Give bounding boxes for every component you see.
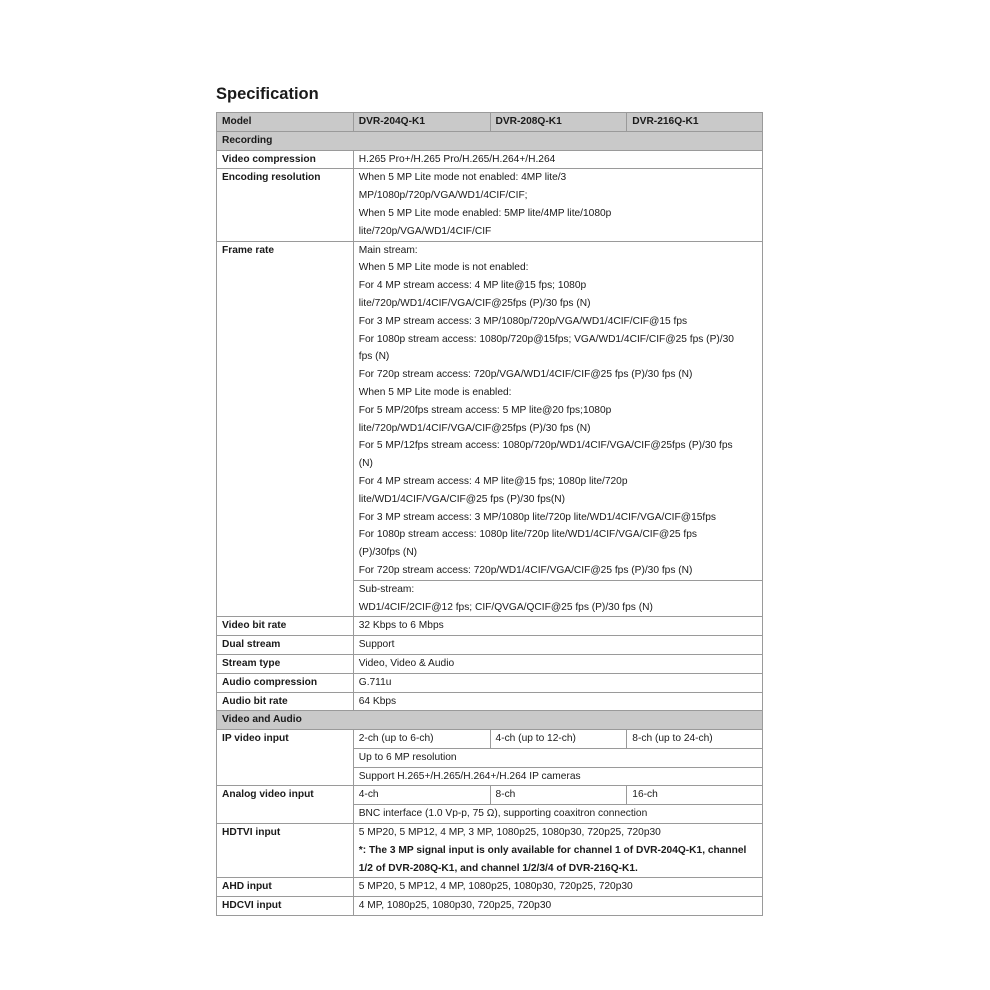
row-label: Dual stream bbox=[217, 636, 354, 655]
row-value bbox=[353, 824, 762, 878]
row-value: G.711u bbox=[353, 673, 762, 692]
value-line: When 5 MP Lite mode enabled: 5MP lite/4MP lite/1080p bbox=[358, 207, 612, 219]
analog-channels-216: 16-ch bbox=[627, 786, 763, 805]
table-row bbox=[217, 878, 763, 897]
value-line: lite/WD1/4CIF/VGA/CIF@25 fps (P)/30 fps(N) bbox=[358, 493, 565, 505]
value-line: For 1080p stream access: 1080p/720p@15fps; VGA/WD1/4CIF/CIF@25 fps (P)/30 bbox=[358, 333, 734, 345]
ip-channels-216: 8-ch (up to 24-ch) bbox=[627, 730, 763, 749]
table-row bbox=[217, 692, 763, 711]
section-label: Recording bbox=[217, 131, 763, 150]
value-line: For 720p stream access: 720p/WD1/4CIF/VGA/CIF@25 fps (P)/30 fps (N) bbox=[358, 564, 693, 576]
table-row bbox=[217, 241, 763, 580]
table-row bbox=[217, 786, 763, 805]
analog-channels-204: 4-ch bbox=[353, 786, 490, 805]
row-value bbox=[353, 169, 762, 241]
row-value: 64 Kbps bbox=[353, 692, 762, 711]
value-line: For 1080p stream access: 1080p lite/720p lite/WD1/4CIF/VGA/CIF@25 fps bbox=[358, 529, 697, 541]
note-line: *: The 3 MP signal input is only available for channel 1 of DVR-204Q-K1, channel bbox=[358, 844, 747, 856]
row-value: Support bbox=[353, 636, 762, 655]
value-line: (P)/30fps (N) bbox=[358, 547, 418, 559]
value-line: lite/720p/VGA/WD1/4CIF/CIF bbox=[358, 225, 492, 237]
value-line: Sub-stream: bbox=[358, 583, 415, 595]
header-model: Model bbox=[217, 113, 354, 132]
table-row bbox=[217, 897, 763, 916]
value-line: When 5 MP Lite mode not enabled: 4MP lite/3 bbox=[358, 172, 567, 184]
page-title: Specification bbox=[216, 85, 319, 103]
row-label: Audio bit rate bbox=[217, 692, 354, 711]
table-header-row bbox=[217, 113, 763, 132]
table-row bbox=[217, 673, 763, 692]
table-row bbox=[217, 169, 763, 241]
row-label: AHD input bbox=[217, 878, 354, 897]
value-line: lite/720p/WD1/4CIF/VGA/CIF@25fps (P)/30 fps (N) bbox=[358, 297, 591, 309]
header-model-2: DVR-208Q-K1 bbox=[490, 113, 627, 132]
value-line: MP/1080p/720p/VGA/WD1/4CIF/CIF; bbox=[358, 190, 528, 202]
value-line: For 4 MP stream access: 4 MP lite@15 fps; 1080p bbox=[358, 280, 587, 292]
row-value: Support H.265+/H.265/H.264+/H.264 IP cameras bbox=[353, 767, 762, 786]
row-value: 4 MP, 1080p25, 1080p30, 720p25, 720p30 bbox=[353, 897, 762, 916]
value-line: lite/720p/WD1/4CIF/VGA/CIF@25fps (P)/30 fps (N) bbox=[358, 422, 591, 434]
value-line: Main stream: bbox=[358, 244, 418, 256]
row-label: Frame rate bbox=[217, 241, 354, 617]
row-label: Audio compression bbox=[217, 673, 354, 692]
value-line: For 5 MP/12fps stream access: 1080p/720p/WD1/4CIF/VGA/CIF@25fps (P)/30 fps bbox=[358, 440, 733, 452]
value-line: For 720p stream access: 720p/VGA/WD1/4CIF/CIF@25 fps (P)/30 fps (N) bbox=[358, 369, 693, 381]
row-label: Video compression bbox=[217, 150, 354, 169]
ip-channels-208: 4-ch (up to 12-ch) bbox=[490, 730, 627, 749]
table-row bbox=[217, 824, 763, 878]
row-value: Video, Video & Audio bbox=[353, 654, 762, 673]
analog-channels-208: 8-ch bbox=[490, 786, 627, 805]
row-value: Up to 6 MP resolution bbox=[353, 748, 762, 767]
row-value: BNC interface (1.0 Vp-p, 75 Ω), supporting coaxitron connection bbox=[353, 805, 762, 824]
frame-rate-sub bbox=[353, 580, 762, 617]
section-recording bbox=[217, 131, 763, 150]
row-label: Analog video input bbox=[217, 786, 354, 824]
value-line: When 5 MP Lite mode is enabled: bbox=[358, 386, 512, 398]
value-line: For 5 MP/20fps stream access: 5 MP lite@20 fps;1080p bbox=[358, 404, 612, 416]
spec-table bbox=[216, 112, 763, 916]
row-value: H.265 Pro+/H.265 Pro/H.265/H.264+/H.264 bbox=[353, 150, 762, 169]
value-line: When 5 MP Lite mode is not enabled: bbox=[358, 262, 529, 274]
row-label: Encoding resolution bbox=[217, 169, 354, 241]
ip-channels-204: 2-ch (up to 6-ch) bbox=[353, 730, 490, 749]
section-label: Video and Audio bbox=[217, 711, 763, 730]
row-label: Stream type bbox=[217, 654, 354, 673]
table-row bbox=[217, 636, 763, 655]
value-line: 5 MP20, 5 MP12, 4 MP, 3 MP, 1080p25, 1080p30, 720p25, 720p30 bbox=[358, 827, 661, 839]
header-model-1: DVR-204Q-K1 bbox=[353, 113, 490, 132]
value-line: For 3 MP stream access: 3 MP/1080p/720p/VGA/WD1/4CIF/CIF@15 fps bbox=[358, 315, 688, 327]
row-label: HDTVI input bbox=[217, 824, 354, 878]
row-label: HDCVI input bbox=[217, 897, 354, 916]
note-line: 1/2 of DVR-208Q-K1, and channel 1/2/3/4 of DVR-216Q-K1. bbox=[358, 862, 638, 874]
table-row bbox=[217, 730, 763, 749]
table-row bbox=[217, 150, 763, 169]
value-line: WD1/4CIF/2CIF@12 fps; CIF/QVGA/QCIF@25 fps (P)/30 fps (N) bbox=[358, 601, 653, 613]
value-line: (N) bbox=[358, 458, 373, 470]
value-line: For 4 MP stream access: 4 MP lite@15 fps; 1080p lite/720p bbox=[358, 475, 628, 487]
header-model-3: DVR-216Q-K1 bbox=[627, 113, 763, 132]
frame-rate-main bbox=[353, 241, 762, 580]
row-label: IP video input bbox=[217, 730, 354, 786]
value-line: fps (N) bbox=[358, 351, 390, 363]
section-video-audio bbox=[217, 711, 763, 730]
row-value: 32 Kbps to 6 Mbps bbox=[353, 617, 762, 636]
value-line: For 3 MP stream access: 3 MP/1080p lite/720p lite/WD1/4CIF/VGA/CIF@15fps bbox=[358, 511, 716, 523]
row-value: 5 MP20, 5 MP12, 4 MP, 1080p25, 1080p30, 720p25, 720p30 bbox=[353, 878, 762, 897]
table-row bbox=[217, 654, 763, 673]
table-row bbox=[217, 617, 763, 636]
row-label: Video bit rate bbox=[217, 617, 354, 636]
